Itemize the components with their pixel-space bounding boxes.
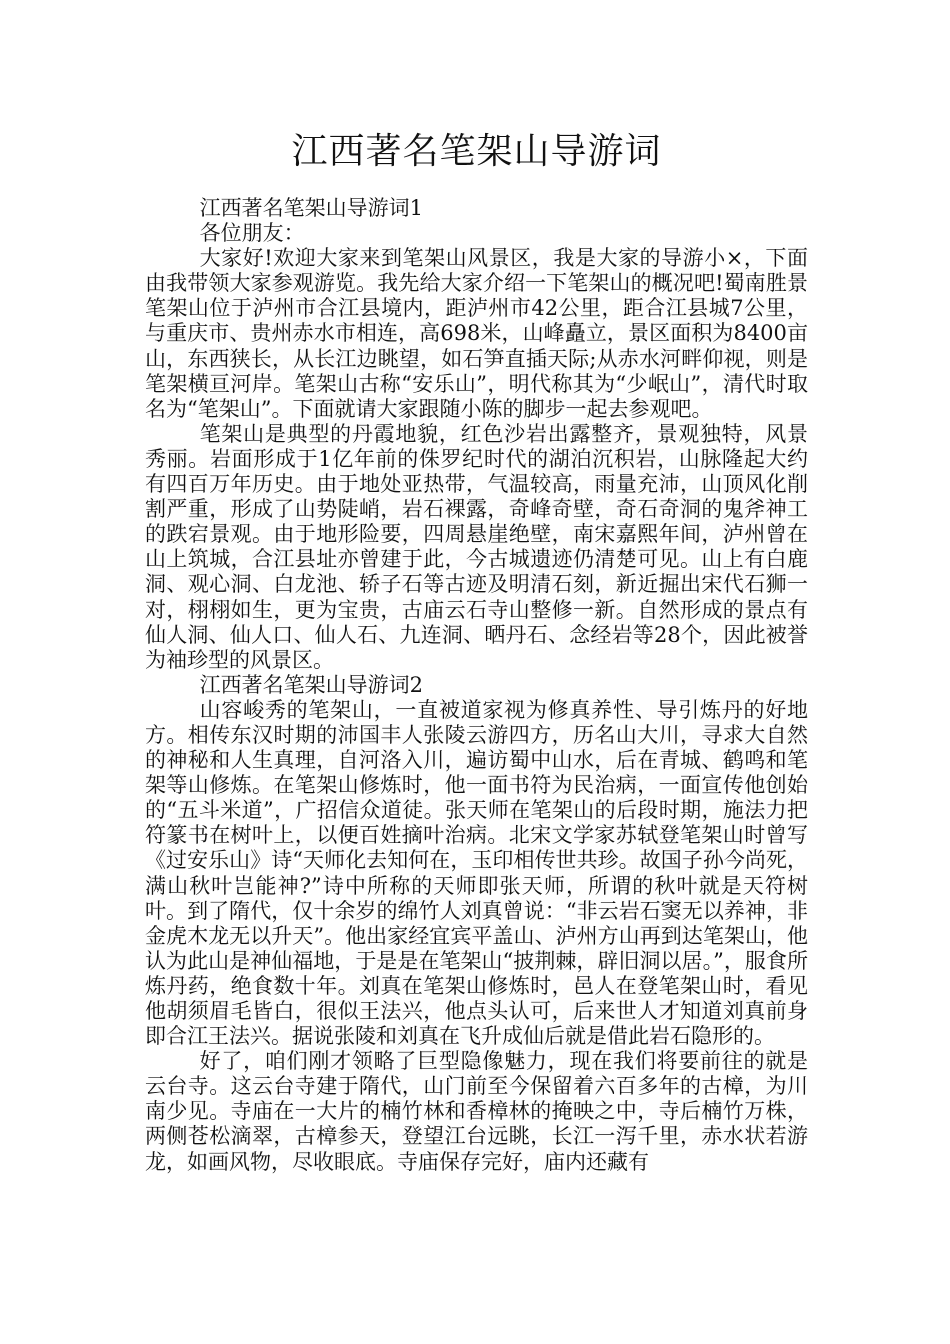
paragraph: 大家好!欢迎大家来到笔架山风景区，我是大家的导游小×，下面由我带领大家参观游览。我先给大家介绍一下笔架山的概况吧!蜀南胜景笔架山位于泸州市合江县境内，距泸州市42公里，距合江县城7公里，与重庆市、贵州赤水市相连，高698米，山峰矗立，景区面积为8400亩山，东西狭长，从长江边眺望，如石笋直插天际;从赤水河畔仰视，则是笔架横亘河岸。笔架山古称“安乐山”，明代称其为“少岷山”，清代时取名为“笔架山”。下面就请大家跟随小陈的脚步一起去参观吧。	[145, 246, 808, 421]
paragraph: 笔架山是典型的丹霞地貌，红色沙岩出露整齐，景观独特，风景秀丽。岩面形成于1亿年前的侏罗纪时代的湖泊沉积岩，山脉隆起大约有四百万年历史。由于地处亚热带，气温较高，雨量充沛，山顶风化削割严重，形成了山势陡峭，岩石裸露，奇峰奇壁，奇石奇洞的鬼斧神工的跌宕景观。由于地形险要，四周悬崖绝壁，南宋嘉熙年间，泸州曾在山上筑城，合江县址亦曾建于此，今古城遗迹仍清楚可见。山上有白鹿洞、观心洞、白龙池、轿子石等古迹及明清石刻，新近掘出宋代石狮一对，栩栩如生，更为宝贵，古庙云石寺山整修一新。自然形成的景点有仙人洞、仙人口、仙人石、九连洞、晒丹石、念经岩等28个，因此被誉为袖珍型的风景区。	[145, 421, 808, 672]
document-title: 江西著名笔架山导游词	[291, 131, 662, 172]
document-body	[145, 196, 808, 1175]
paragraph: 好了，咱们刚才领略了巨型隐像魅力，现在我们将要前往的就是云台寺。这云台寺建于隋代，山门前至今保留着六百多年的古樟，为川南少见。寺庙在一大片的楠竹林和香樟林的掩映之中，寺后楠竹万株，两侧苍松滴翠，古樟参天，登望江台远眺，长江一泻千里，赤水状若游龙，如画风物，尽收眼底。寺庙保存完好，庙内还藏有	[145, 1049, 808, 1174]
greeting-line: 各位朋友：	[199, 221, 305, 246]
paragraph: 山容峻秀的笔架山，一直被道家视为修真养性、导引炼丹的好地方。相传东汉时期的沛国丰人张陵云游四方，历名山大川，寻求大自然的神秘和人生真理，自河洛入川，遍访蜀中山水，后在青城、鹤鸣和笔架等山修炼。在笔架山修炼时，他一面书符为民治病，一面宣传他创始的“五斗米道”，广招信众道徒。张天师在笔架山的后段时期，施法力把符篆书在树叶上，以便百姓摘叶治病。北宋文学家苏轼登笔架山时曾写《过安乐山》诗“天师化去知何在，玉印相传世共珍。故国子孙今尚死，满山秋叶岂能神?”诗中所称的天师即张天师，所谓的秋叶就是天符树叶。到了隋代，仅十余岁的绵竹人刘真曾说：“非云岩石窦无以养神，非金虎木龙无以升天”。他出家经宜宾平盖山、泸州方山再到达笔架山，他认为此山是神仙福地，于是是在笔架山“披荆棘，辟旧洞以居。”，服食所炼丹药，绝食数十年。刘真在笔架山修炼时，邑人在登笔架山时，看见他胡须眉毛皆白，很似王法兴，他点头认可，后来世人才知道刘真前身即合江王法兴。据说张陵和刘真在飞升成仙后就是借此岩石隐形的。	[145, 697, 808, 1049]
section-heading-2: 江西著名笔架山导游词2	[199, 672, 423, 697]
document-page	[145, 128, 808, 1175]
section-heading-1: 江西著名笔架山导游词1	[199, 196, 423, 220]
